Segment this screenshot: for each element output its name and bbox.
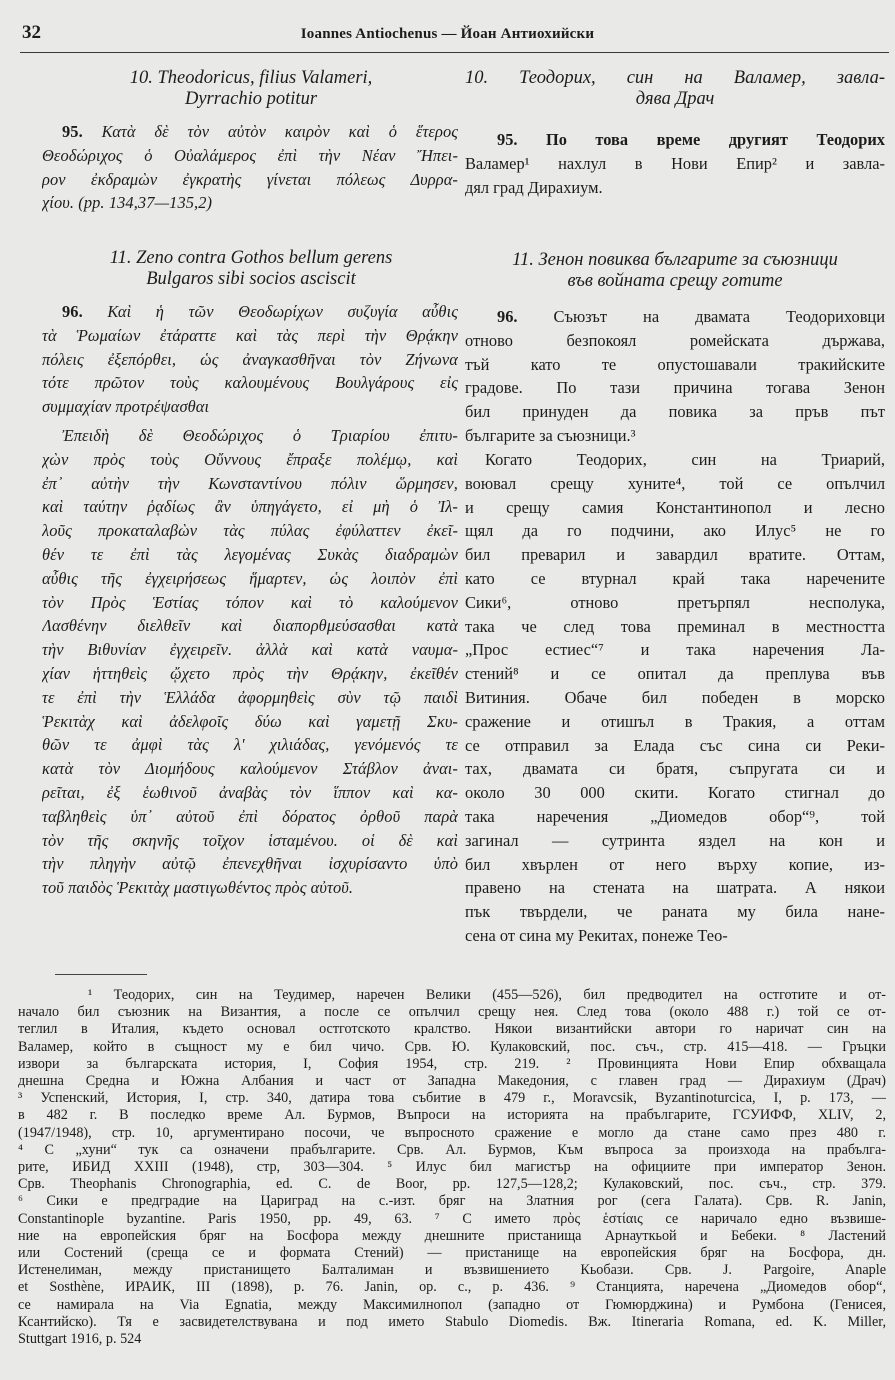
text-line: се отправил за Елада със сина си Реки- bbox=[465, 735, 885, 755]
footnote-line: et Sosthène, ИРАИК, III (1898), p. 76. Janin, op. c., p. 436. ⁹ Станцията, наречена „Диомедов обор“, bbox=[18, 1279, 886, 1296]
text-line: „Прос естиес“⁷ и така наречения Ла- bbox=[465, 640, 885, 660]
text-line: λοῦς προκαταλαβὼν τὰς πύλας ἐφύλαττεν ἐκεῖ- bbox=[42, 521, 458, 541]
header-rule bbox=[20, 52, 889, 53]
footnote-line: ¹ Теодорих, син на Теудимер, наречен Велики (455—526), бил предводител на остготите и от- bbox=[88, 987, 886, 1003]
page-number: 32 bbox=[22, 22, 41, 43]
text-line: ταβληθεὶς ὑπ᾽ αὐτοῦ ἐπὶ δόρατος ὀρθοῦ παρὰ bbox=[42, 806, 458, 826]
text-line: отново безпокоял ромейската държава, bbox=[465, 330, 885, 350]
bulgarian-paragraph-95 bbox=[465, 128, 885, 199]
text-line: κατὰ τὸν Διομήδους καλούμενον Στάβλον ἀναι- bbox=[42, 759, 458, 779]
footnote-line: в 482 г. В последко време Ал. Бурмов, Въпроси на историята на прабългарите, ГСУИФФ, XLIV, 2, bbox=[18, 1107, 886, 1124]
text-line: така наречения „Диомедов обор“⁹, той bbox=[465, 806, 885, 826]
text-line: Витиния. Обаче бил победен в морско bbox=[465, 687, 885, 707]
text-line: бил хвърлен от него върху копие, из- bbox=[465, 854, 885, 874]
footnote-line: Stuttgart 1916, p. 524 bbox=[18, 1331, 142, 1348]
footnote-line: се намирала на Via Egnatia, между Максимилнопол (западно от Гюмюрджина) и Румбона (Генисея, bbox=[18, 1296, 886, 1313]
title-line: дява Драч bbox=[635, 89, 715, 109]
text-line: бил принуден да повика за пръв път bbox=[465, 402, 885, 422]
title-line: 10. Теодорих, син на Валамер, завла- bbox=[465, 68, 885, 88]
title-line: 11. Zeno contra Gothos bellum gerens bbox=[109, 248, 393, 268]
section-11-latin-title bbox=[42, 248, 460, 290]
footnote-line: Валамер, който в същност му е бил чичо. Срв. Ю. Кулаковский, пос. съч., стр. 415—418. — Гръцки bbox=[18, 1038, 886, 1055]
section-11-bulgarian-title bbox=[465, 250, 885, 292]
paragraph-number: 96. bbox=[62, 302, 83, 321]
text-line bbox=[42, 300, 458, 324]
text-line: пък твърдели, че раната му била нане- bbox=[465, 902, 885, 922]
text-line: градове. По тази причина тогава Зенон bbox=[465, 378, 885, 398]
text-line: сена от сина му Рекитах, понеже Тео- bbox=[465, 925, 728, 945]
title-line: Bulgaros sibi socios asciscit bbox=[146, 269, 356, 289]
text-line: българите за съюзници.³ bbox=[465, 425, 636, 445]
title-line: Dyrrachio potitur bbox=[184, 89, 318, 109]
running-head: Ioannes Antiochenus — Йоан Антиохийски bbox=[300, 26, 595, 42]
footnote-line: ние на европейския бряг на Босфора между днешните пристанища Арнауткьой и Бебеки. ⁸ Ластений bbox=[18, 1227, 886, 1244]
section-10-bulgarian-title bbox=[465, 68, 885, 110]
text-line: стений⁸ и се опитал да преплува във bbox=[465, 664, 885, 684]
text-line: Ῥεκιτὰχ καὶ ἀδελφοῖς δύω καὶ γαμετῇ Σκυ- bbox=[42, 711, 458, 731]
text-line: αὖθις τῆς ἐγχειρήσεως ἥμαρτεν, ὡς λοιπὸν ἐπὶ bbox=[42, 568, 458, 588]
paragraph-number: 95. bbox=[62, 122, 83, 141]
footnote-line: ⁶ Сики е предградие на Цариград на с.-изт. бряг на Златния рог (сега Галата). Срв. R. Janin, bbox=[18, 1193, 886, 1210]
footnote-line: Срв. Theophanis Chronographia, ed. C. de Boor, pp. 127,5—128,2; Кулаковский, пос. съч., стр. 379. bbox=[18, 1176, 886, 1193]
footnote-line: ³ Успенский, История, I, стр. 340, датира това събитие в 479 г., Moravcsik, Byzantinoturcica, I, p. 173, — bbox=[18, 1090, 886, 1107]
title-line: във войната срещу готите bbox=[567, 271, 783, 291]
text-line: θέν τε ἐπὶ τὰς λεγομένας Συκὰς διαδραμὼν bbox=[42, 544, 458, 564]
footnote-line: ⁴ С „хуни“ тук са означени прабългарите. Срв. Ал. Бурмов, Към въпроса за произхода на прабълга- bbox=[18, 1141, 886, 1158]
title-line: 10. Theodoricus, filius Valameri, bbox=[129, 68, 373, 88]
text-line: ρεῖται, ἐξ ἑωθινοῦ ἀναβὰς τὸν ἵππον καὶ κα- bbox=[42, 782, 458, 802]
footnote-line: или Состений (среща се и формата Стений) — пристанище на европейския бряг на Босфора, дн. bbox=[18, 1245, 886, 1262]
text-segment: Καὶ ἡ τῶν Θεοδωρίχων συζυγία αὖθις bbox=[107, 302, 458, 321]
footnote-line: Истенелиман, между пристанището Балталиман и възвишението Кьобази. Срв. J. Pargoire, Anaple bbox=[18, 1262, 886, 1279]
text-line: τότε πρῶτον τοὺς καλουμένους Βουλγάρους εἰς bbox=[42, 373, 458, 393]
text-line: τὴν πληγὴν αὐτῷ ἐπενεχθῆναι ἰσχυρίσαντο ὑπὸ bbox=[42, 854, 458, 874]
text-line: като се втурнал край така наречените bbox=[465, 568, 885, 588]
footnote-line: (1947/1948), стр. 10, аргументирано посочи, че въпросното сражение е могло да стане само през 480 г. bbox=[18, 1124, 886, 1141]
paragraph-number: 96. bbox=[497, 307, 518, 326]
text-line: воювал срещу хуните⁴, той се опълчил bbox=[465, 473, 885, 493]
footnote-line: днешна Средна и Южна Албания и част от Западна Македония, с главен град — Дирахиум (Драч) bbox=[18, 1073, 886, 1090]
text-line: Θεοδώριχος ὁ Οὐαλάμερος ἐπὶ τὴν Νέαν Ἤπει- bbox=[42, 145, 458, 165]
footnote-line: Constantinople byzantine. Paris 1950, pp. 49, 63. ⁷ С името πρὸς ἑστίαις се наричало едно възвише- bbox=[18, 1210, 886, 1227]
text-line: πόλεις ἐξεπόρθει, ὡς ἀναγκασθῆναι τὸν Ζήνωνα bbox=[42, 349, 458, 369]
text-line: Сики⁶, отново претърпял несполука, bbox=[465, 592, 885, 612]
title-line: 11. Зенон повиква българите за съюзници bbox=[512, 250, 838, 270]
text-line: тах, двамата си братя, съпругата си и bbox=[465, 759, 885, 779]
text-line: τοῦ παιδὸς Ῥεκιτὰχ μαστιγωθέντος πρὸς αὐτοῦ. bbox=[42, 878, 354, 898]
greek-paragraph-96-cont bbox=[42, 424, 458, 900]
text-line: τὸν τῆς σκηνῆς τοῖχον ἱσταμένου. οἱ δὲ καὶ bbox=[42, 830, 458, 850]
text-line: χὼν πρὸς τοὺς Οὔννους ἔπραξε πολέμῳ, καὶ bbox=[42, 449, 458, 469]
text-line: така че след това преминал в местността bbox=[465, 616, 885, 636]
text-line: щял да го подчини, ако Илус⁵ не го bbox=[465, 521, 885, 541]
section-10-latin-title bbox=[42, 68, 460, 110]
footnote-line: теглил в Италия, където основал остготското кралство. Някои византийски автори го наричат син на bbox=[18, 1021, 886, 1038]
text-line bbox=[465, 128, 885, 152]
text-line: дял град Дирахиум. bbox=[465, 177, 603, 197]
footnote-line: рите, ИБИД XXIII (1948), стр, 303—304. ⁵ Илус бил магистър на официите при император Зенон. bbox=[18, 1159, 886, 1176]
text-line: загинал — сутринта яздел на кон и bbox=[465, 830, 885, 850]
footnote-line: Ксантийско). Тя е засвидетелствувана и под името Stabulo Diomedis. Вж. Itineraria Romana, ed. K. Miller, bbox=[18, 1313, 886, 1330]
text-line: Когато Теодорих, син на Триарий, bbox=[485, 450, 885, 469]
text-line: συμμαχίαν προτρέψασθαι bbox=[42, 397, 210, 417]
text-line: Λασθένην διελθεῖν καὶ διαπορθμεύσασθαι κατὰ bbox=[42, 616, 458, 636]
footnotes bbox=[18, 987, 886, 1348]
text-line: ρον ἐκδραμὼν ἐγκρατὴς γίνεται πόλεως Δυρρα- bbox=[42, 169, 458, 189]
text-line: и срещу самия Константинопол и лесно bbox=[465, 497, 885, 517]
greek-paragraph-96 bbox=[42, 300, 458, 419]
text-line: τὴν Βιθυνίαν ἐγχειρεῖν. ἀλλὰ καὶ κατὰ ναυμα- bbox=[42, 640, 458, 660]
text-line: τε ἐπὶ τὴν Ἑλλάδα ἀφορμηθεὶς σὺν τῷ παιδὶ bbox=[42, 687, 458, 707]
text-line: Ἐπειδὴ δὲ Θεοδώριχος ὁ Τριαρίου ἐπιτυ- bbox=[62, 426, 458, 445]
text-line: τὸν Πρὸς Ἑστίας τόπον καὶ τὸ καλούμενον bbox=[42, 592, 458, 612]
text-line: θῶν τε ἀμφὶ τὰς λ' χιλιάδας, γενόμενός τε bbox=[42, 735, 458, 755]
text-line: сражение и отишъл в Тракия, а оттам bbox=[465, 711, 885, 731]
text-line: χίου. (pp. 134,37—135,2) bbox=[42, 193, 213, 213]
text-line bbox=[42, 120, 458, 144]
bulgarian-paragraph-96 bbox=[465, 305, 885, 448]
text-line: τὰ Ῥωμαίων ἐτάραττε καὶ τὰς περὶ τὴν Θρᾴκην bbox=[42, 325, 458, 345]
greek-paragraph-95 bbox=[42, 120, 458, 215]
text-segment: Κατὰ δὲ τὸν αὐτὸν καιρὸν καὶ ὁ ἕτερος bbox=[101, 122, 458, 141]
footnote-rule bbox=[55, 974, 147, 975]
text-line: ἐπ᾽ αὐτὴν τὴν Κωνσταντίνου πόλιν ὥρμησεν, bbox=[42, 473, 458, 493]
text-line: Валамер¹ нахлул в Нови Епир² и завла- bbox=[465, 153, 885, 173]
paragraph-number: 95. bbox=[497, 130, 518, 149]
text-segment: Съюзът на двамата Теодориховци bbox=[553, 307, 885, 326]
text-line: бил преварил и завардил вратите. Оттам, bbox=[465, 545, 885, 565]
text-line: правено на стената на шатрата. А някои bbox=[465, 878, 885, 898]
text-line: тъй като те опустошавали тракийските bbox=[465, 354, 885, 374]
bulgarian-paragraph-96-cont bbox=[465, 448, 885, 948]
text-line: χίαν ἡττηθεὶς ᾤχετο πρὸς τὴν Θρᾴκην, ἐκεῖθέν bbox=[42, 663, 458, 683]
text-segment: По това време другият Теодорих bbox=[546, 130, 885, 149]
text-line bbox=[465, 305, 885, 329]
footnote-line: извори за българската история, I, София 1954, стр. 219. ² Провинцията Нови Епир обхващала bbox=[18, 1055, 886, 1072]
footnote-line: начало бил съюзник на Византия, а после се опълчил срещу нея. След това (около 488 г.) той се от- bbox=[18, 1004, 886, 1021]
text-line: καὶ ταύτην ῥᾳδίως ἂν ὑπηγάγετο, εἰ μὴ ὁ Ἰλ- bbox=[42, 497, 458, 517]
text-line: около 30 000 скити. Когато стигнал до bbox=[465, 783, 885, 803]
